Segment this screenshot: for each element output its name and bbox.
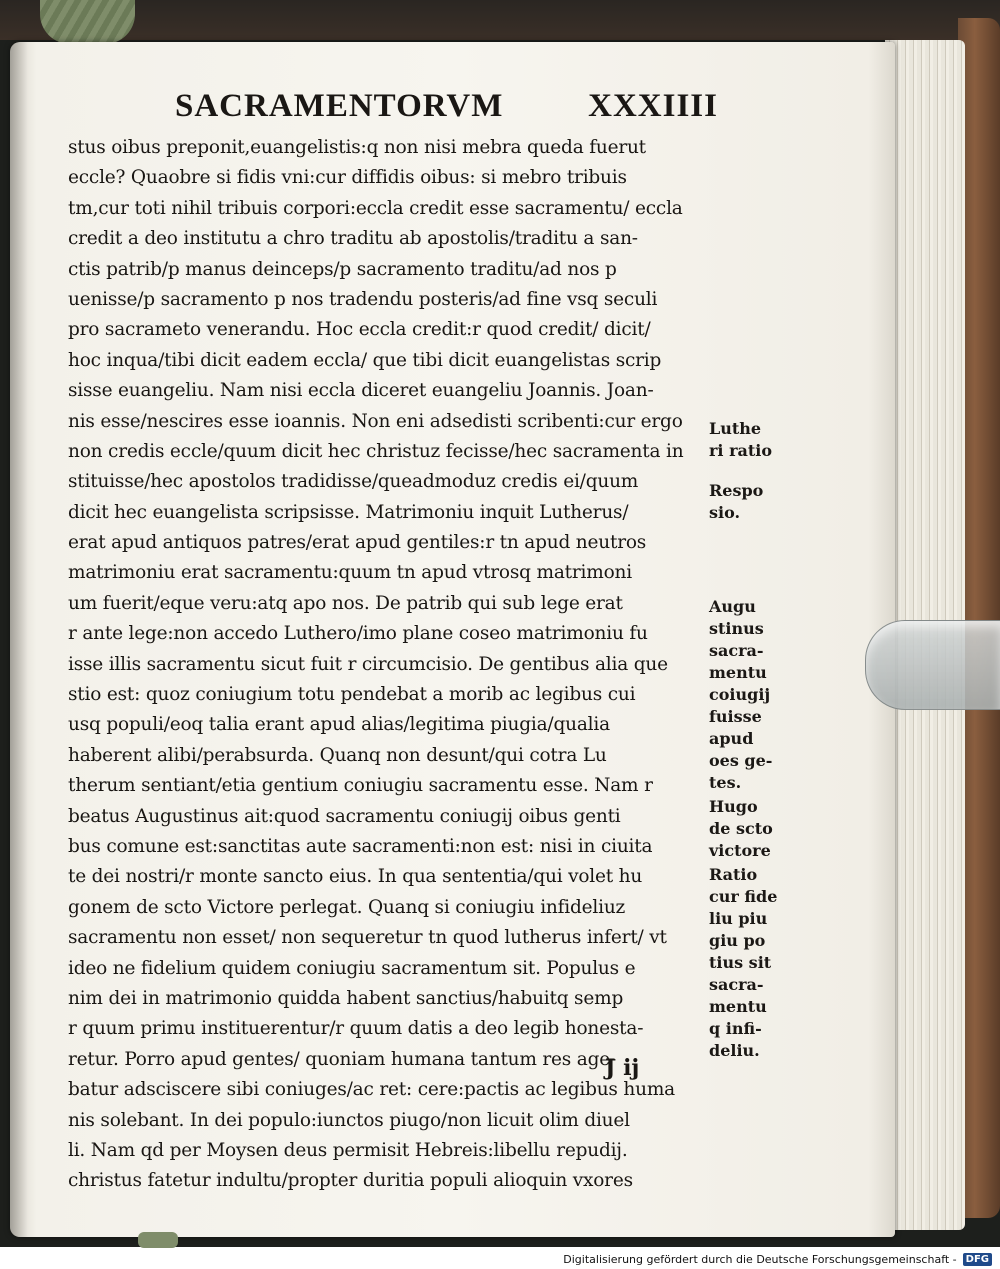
text-line: r ante lege:non accedo Luthero/imo plane coseo matrimoniu fu — [68, 623, 648, 645]
margin-note: Hugo de scto victore — [709, 797, 773, 860]
text-line: gonem de scto Victore perlegat. Quanq si coniugiu infideliuz — [68, 896, 626, 918]
text-line: isse illis sacramentu sicut fuit r circumcisio. De gentibus alia que — [68, 653, 668, 675]
text-line: te dei nostri/r monte sancto eius. In qua sententia/qui volet hu — [68, 866, 643, 888]
text-line: christus fatetur indultu/propter duritia populi alioquin vxores — [68, 1170, 633, 1192]
margin-note: Respo sio. — [709, 481, 764, 522]
text-line: tm,cur toti nihil tribuis corpori:eccla credit esse sacramentu/ eccla — [68, 197, 683, 219]
bookmark-ribbon — [40, 0, 135, 44]
text-line: non credis eccle/quum dicit hec christuz fecisse/hec sacramenta in — [68, 440, 684, 462]
footer-credit — [563, 1250, 992, 1268]
text-line: nis solebant. In dei populo:iunctos piugo/non licuit olim diuel — [68, 1109, 630, 1131]
text-line: eccle? Quaobre si fidis vni:cur diffidis oibus: si mebro tribuis — [68, 167, 627, 189]
text-line: hoc inqua/tibi dicit eadem eccla/ que tibi dicit euangelistas scrip — [68, 349, 662, 371]
page-clip — [865, 620, 1000, 710]
text-line: nim dei in matrimonio quidda habent sanctius/habuitq semp — [68, 987, 624, 1009]
bookmark-ribbon-end — [138, 1232, 178, 1248]
text-line: stus oibus preponit,euangelistis:q non nisi mebra queda fuerut — [68, 137, 646, 158]
text-line: um fuerit/eque veru:atq apo nos. De patrib qui sub lege erat — [68, 592, 623, 614]
text-line: erat apud antiquos patres/erat apud gentiles:r tn apud neutros — [68, 532, 647, 554]
text-line: credit a deo institutu a chro traditu ab apostolis/traditu a san- — [68, 228, 638, 250]
text-line: retur. Porro apud gentes/ quoniam humana tantum res age- — [68, 1048, 617, 1070]
signature-mark: J ij — [605, 1055, 640, 1081]
margin-note: Luthe ri ratio — [709, 419, 773, 460]
text-line: dicit hec euangelista scripsisse. Matrimoniu inquit Lutherus/ — [68, 501, 629, 523]
text-line: ctis patrib/p manus deinceps/p sacramento traditu/ad nos p — [68, 258, 617, 280]
margin-note: Ratio cur fide liu piu giu po tius sit sacra- mentu q infi- deliu. — [709, 865, 778, 1060]
body-text — [68, 133, 708, 1197]
book-cover-top — [0, 0, 1000, 40]
text-line: ideo ne fidelium quidem coniugiu sacramentum sit. Populus e — [68, 957, 636, 979]
running-head-title: SACRAMENTORVM — [175, 88, 504, 124]
running-head — [170, 88, 730, 128]
text-line: matrimoniu erat sacramentu:quum tn apud vtrosq matrimoni — [68, 562, 632, 584]
text-line: stio est: quoz coniugium totu pendebat a morib ac legibus cui — [68, 684, 636, 706]
footer-credit-text: Digitalisierung gefördert durch die Deutsche Forschungsgemeinschaft - — [563, 1252, 957, 1266]
text-line: usq populi/eoq talia erant apud alias/legitima piugia/qualia — [68, 714, 610, 736]
dfg-logo: DFG — [963, 1253, 992, 1266]
text-line: nis esse/nescires esse ioannis. Non eni adsedisti scribenti:cur ergo — [68, 410, 683, 432]
gutter-shadow — [10, 42, 28, 1237]
text-line: stituisse/hec apostolos tradidisse/queadmoduz credis ei/quum — [68, 471, 639, 493]
text-line: uenisse/p sacramento p nos tradendu posteris/ad fine vsq seculi — [68, 288, 658, 310]
text-line: haberent alibi/perabsurda. Quanq non desunt/qui cotra Lu — [68, 744, 607, 766]
text-line: therum sentiant/etia gentium coniugiu sacramentu esse. Nam r — [68, 775, 653, 797]
margin-note: Augu stinus sacra- mentu coiugij fuisse apud oes ge- tes. — [709, 597, 773, 792]
text-line: batur adsciscere sibi coniuges/ac ret: cere:pactis ac legibus huma — [68, 1079, 676, 1101]
text-line: sacramentu non esset/ non sequeretur tn quod lutherus infert/ vt — [68, 927, 667, 949]
text-line: r quum primu instituerentur/r quum datis a deo legib honesta- — [68, 1018, 644, 1040]
text-line: bus comune est:sanctitas aute sacramenti:non est: nisi in ciuita — [68, 835, 653, 857]
folio-number: XXXIIII — [588, 88, 718, 124]
text-line: li. Nam qd per Moysen deus permisit Hebreis:libellu repudij. — [68, 1139, 628, 1161]
text-line: pro sacrameto venerandu. Hoc eccla credit:r quod credit/ dicit/ — [68, 319, 651, 341]
text-line: beatus Augustinus ait:quod sacramentu coniugij oibus genti — [68, 805, 621, 827]
text-line: sisse euangeliu. Nam nisi eccla diceret euangeliu Joannis. Joan- — [68, 380, 654, 402]
